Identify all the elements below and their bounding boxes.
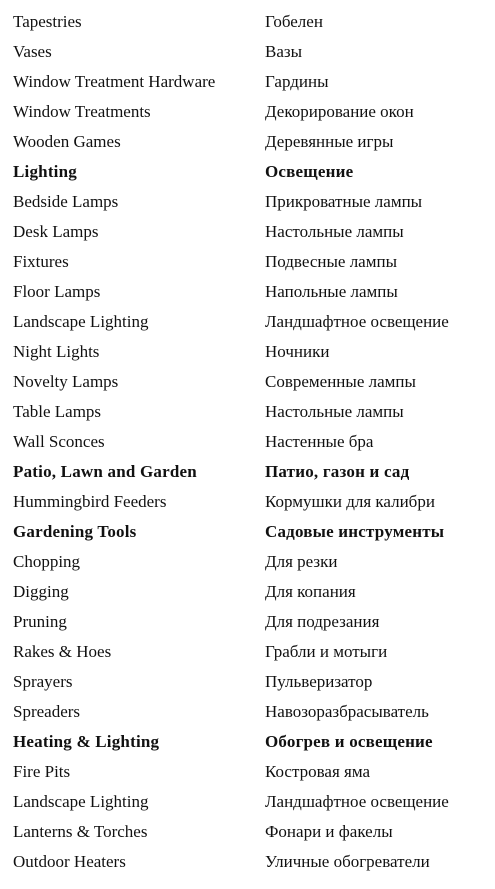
- term-english: Wooden Games: [13, 132, 121, 151]
- section-heading-russian: Садовые инструменты: [265, 522, 445, 541]
- term-row: [0, 217, 495, 247]
- term-english: Outdoor Heaters: [13, 852, 126, 871]
- term-russian: Пульверизатор: [265, 672, 373, 691]
- term-row: [0, 787, 495, 817]
- term-english: Fire Pits: [13, 762, 71, 781]
- term-russian: Навозоразбрасыватель: [265, 702, 429, 721]
- term-row: [0, 397, 495, 427]
- term-english: Night Lights: [13, 342, 100, 361]
- term-row: [0, 487, 495, 517]
- term-english: Wall Sconces: [13, 432, 105, 451]
- term-english: Desk Lamps: [13, 222, 99, 241]
- term-row: [0, 607, 495, 637]
- term-english: Landscape Lighting: [13, 792, 149, 811]
- term-russian: Ночники: [265, 342, 330, 361]
- term-row: [0, 367, 495, 397]
- term-row: [0, 577, 495, 607]
- term-russian: Уличные обогреватели: [265, 852, 430, 871]
- term-english: Tapestries: [13, 12, 82, 31]
- term-row: [0, 37, 495, 67]
- term-english: Window Treatment Hardware: [13, 72, 216, 91]
- term-row: [0, 97, 495, 127]
- section-heading-row: [0, 457, 495, 487]
- term-row: [0, 757, 495, 787]
- term-row: [0, 277, 495, 307]
- term-row: [0, 247, 495, 277]
- term-english: Floor Lamps: [13, 282, 101, 301]
- term-row: [0, 7, 495, 37]
- term-english: Rakes & Hoes: [13, 642, 112, 661]
- term-english: Lanterns & Torches: [13, 822, 148, 841]
- section-heading-english: Lighting: [13, 162, 77, 181]
- term-russian: Для подрезания: [265, 612, 380, 631]
- section-heading-row: [0, 517, 495, 547]
- term-russian: Ландшафтное освещение: [265, 312, 449, 331]
- section-heading-russian: Патио, газон и сад: [265, 462, 410, 481]
- term-row: [0, 667, 495, 697]
- term-english: Window Treatments: [13, 102, 151, 121]
- section-heading-row: [0, 157, 495, 187]
- term-english: Digging: [13, 582, 69, 601]
- term-row: [0, 637, 495, 667]
- term-russian: Напольные лампы: [265, 282, 398, 301]
- term-row: [0, 547, 495, 577]
- section-heading-english: Patio, Lawn and Garden: [13, 462, 197, 481]
- term-russian: Вазы: [265, 42, 303, 61]
- term-row: [0, 337, 495, 367]
- term-row: [0, 427, 495, 457]
- term-russian: Настольные лампы: [265, 402, 404, 421]
- term-russian: Костровая яма: [265, 762, 371, 781]
- term-english: Sprayers: [13, 672, 73, 691]
- term-row: [0, 127, 495, 157]
- term-russian: Кормушки для калибри: [265, 492, 435, 511]
- section-heading-russian: Обогрев и освещение: [265, 732, 433, 751]
- section-heading-russian: Освещение: [265, 162, 354, 181]
- term-russian: Настольные лампы: [265, 222, 404, 241]
- term-english: Landscape Lighting: [13, 312, 149, 331]
- term-russian: Для резки: [265, 552, 338, 571]
- term-russian: Для копания: [265, 582, 356, 601]
- term-russian: Подвесные лампы: [265, 252, 397, 271]
- term-english: Novelty Lamps: [13, 372, 119, 391]
- term-russian: Настенные бра: [265, 432, 374, 451]
- term-russian: Декорирование окон: [265, 102, 414, 121]
- term-row: [0, 187, 495, 217]
- term-russian: Гардины: [265, 72, 329, 91]
- term-russian: Деревянные игры: [265, 132, 394, 151]
- section-heading-row: [0, 727, 495, 757]
- term-english: Hummingbird Feeders: [13, 492, 167, 511]
- section-heading-english: Gardening Tools: [13, 522, 137, 541]
- term-russian: Гобелен: [265, 12, 323, 31]
- term-russian: Грабли и мотыги: [265, 642, 388, 661]
- section-heading-english: Heating & Lighting: [13, 732, 160, 751]
- term-row: [0, 67, 495, 97]
- term-english: Table Lamps: [13, 402, 102, 421]
- term-english: Fixtures: [13, 252, 69, 271]
- term-english: Vases: [13, 42, 52, 61]
- term-russian: Современные лампы: [265, 372, 416, 391]
- glossary-table: [0, 7, 495, 877]
- term-english: Spreaders: [13, 702, 81, 721]
- term-russian: Прикроватные лампы: [265, 192, 423, 211]
- term-row: [0, 847, 495, 877]
- term-english: Pruning: [13, 612, 67, 631]
- term-russian: Ландшафтное освещение: [265, 792, 449, 811]
- term-russian: Фонари и факелы: [265, 822, 393, 841]
- term-english: Chopping: [13, 552, 81, 571]
- term-row: [0, 697, 495, 727]
- term-row: [0, 307, 495, 337]
- term-english: Bedside Lamps: [13, 192, 119, 211]
- term-row: [0, 817, 495, 847]
